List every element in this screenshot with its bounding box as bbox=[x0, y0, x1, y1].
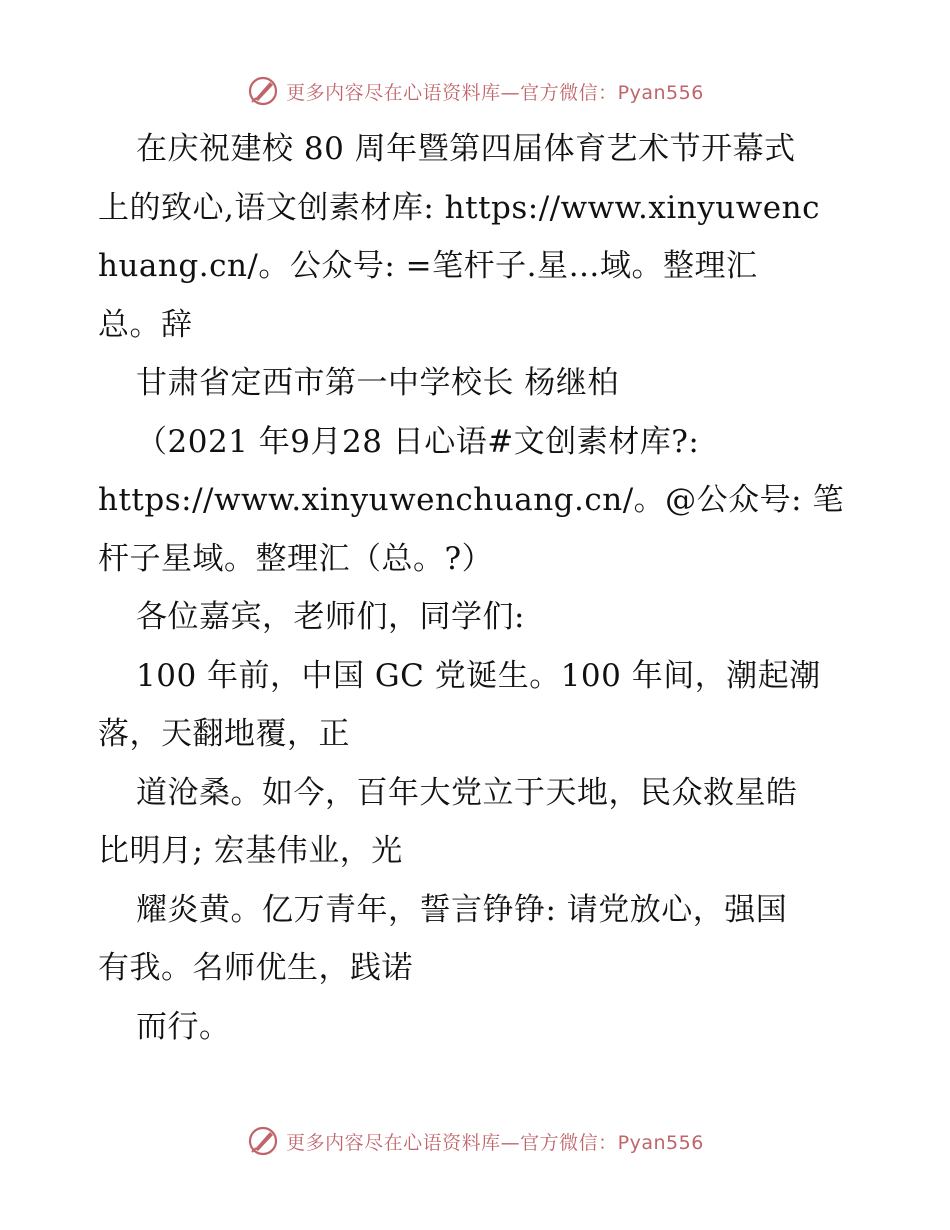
watermark-text: 更多内容尽在心语资料库—官方微信：Pyan556 bbox=[286, 1131, 704, 1154]
text-line: huang.cn/。公众号: =笔杆子.星…域。整理汇 bbox=[98, 248, 758, 284]
text-line: 而行。 bbox=[136, 1008, 231, 1045]
header-watermark bbox=[0, 71, 950, 111]
text-line: 甘肃省定西市第一中学校长 杨继柏 bbox=[136, 365, 619, 401]
document-body bbox=[98, 120, 858, 1056]
text-line: 总。辞 bbox=[98, 306, 193, 343]
text-line: https://www.xinyuwenchuang.cn/。@公众号: 笔 bbox=[98, 482, 844, 518]
footer-watermark bbox=[0, 1121, 950, 1161]
text-line: 杆子星域。整理汇（总。?） bbox=[98, 540, 494, 577]
watermark-text: 更多内容尽在心语资料库—官方微信：Pyan556 bbox=[286, 81, 704, 104]
text-line: 耀炎黄。亿万青年，誓言铮铮: 请党放心，强国 bbox=[136, 891, 788, 928]
text-line: 有我。名师优生，践诺 bbox=[98, 950, 413, 986]
text-line: 100 年前，中国 GC 党诞生。100 年间，潮起潮 bbox=[136, 657, 821, 694]
text-line: 比明月; 宏基伟业，光 bbox=[98, 833, 403, 869]
text-line: 落，天翻地覆，正 bbox=[98, 716, 350, 752]
text-line: （2021 年9月28 日心语#文创素材库?: bbox=[136, 423, 700, 460]
text-line: 道沧桑。如今，百年大党立于天地，民众救星皓 bbox=[136, 774, 798, 811]
quill-pen-circle-icon bbox=[246, 1124, 280, 1158]
text-line: 在庆祝建校 80 周年暨第四届体育艺术节开幕式 bbox=[136, 131, 796, 167]
text-line: 上的致心,语文创素材库: https://www.xinyuwenc bbox=[98, 189, 820, 226]
text-line: 各位嘉宾，老师们，同学们: bbox=[136, 599, 525, 635]
quill-pen-circle-icon bbox=[246, 74, 280, 108]
